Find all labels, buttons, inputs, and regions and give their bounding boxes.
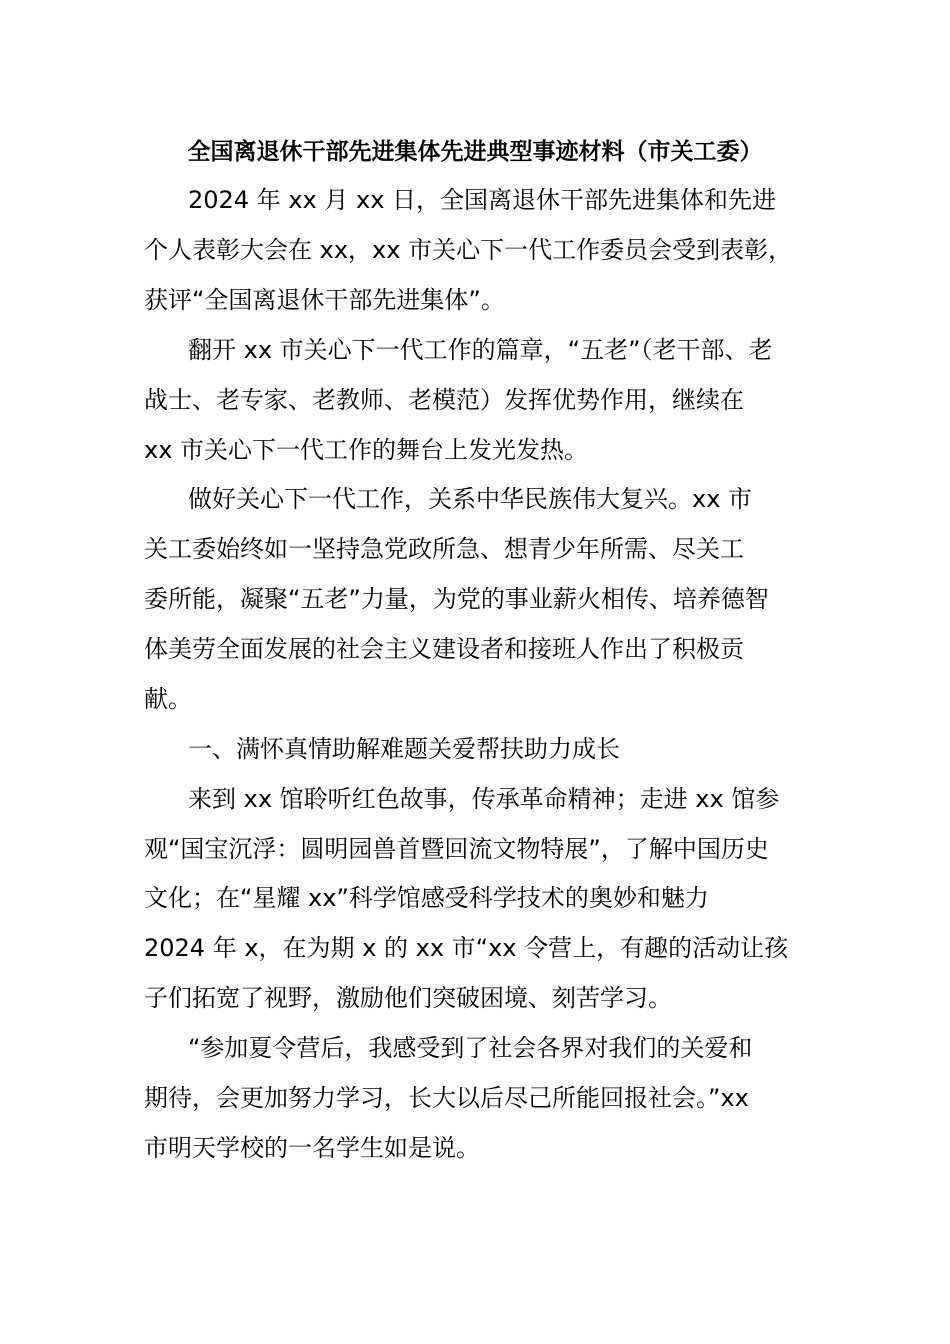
body-line-7: 做好关心下一代工作，关系中华民族伟大复兴。xx 市 — [188, 485, 753, 513]
body-line-17: “参加夏令营后，我感受到了社会各界对我们的关爱和 — [188, 1034, 753, 1062]
body-line-2: 个人表彰大会在 xx，xx 市关心下一代工作委员会受到表彰， — [144, 236, 793, 264]
body-line-13: 观“国宝沉浮：圆明园兽首暨回流文物特展”，了解中国历史 — [144, 835, 769, 863]
body-line-4: 翻开 xx 市关心下一代工作的篇章，“五老”（老干部、老 — [188, 336, 773, 364]
body-line-5: 战士、老专家、老教师、老模范）发挥优势作用，继续在 — [144, 386, 744, 414]
body-line-15: 2024 年 x，在为期 x 的 xx 市“xx 令营上，有趣的活动让孩 — [144, 934, 789, 962]
body-line-11: 献。 — [144, 685, 192, 713]
body-line-19: 市明天学校的一名学生如是说。 — [144, 1134, 480, 1162]
section-heading-1: 一、满怀真情助解难题关爱帮扶助力成长 — [188, 735, 620, 763]
body-line-9: 委所能，凝聚“五老”力量，为党的事业薪火相传、培养德智 — [144, 585, 769, 613]
body-line-10: 体美劳全面发展的社会主义建设者和接班人作出了积极贡 — [144, 635, 744, 663]
body-line-8: 关工委始终如一坚持急党政所急、想青少年所需、尽关工 — [144, 535, 744, 563]
body-line-3: 获评“全国离退休干部先进集体”。 — [144, 286, 505, 314]
document-title: 全国离退休干部先进集体先进典型事迹材料（市关工委） — [187, 139, 763, 165]
body-line-12: 来到 xx 馆聆听红色故事，传承革命精神；走进 xx 馆参 — [188, 785, 780, 813]
body-line-14: 文化；在“星耀 xx”科学馆感受科学技术的奥妙和魅力 — [144, 884, 709, 912]
body-line-6: xx 市关心下一代工作的舞台上发光发热。 — [144, 436, 589, 464]
body-line-18: 期待，会更加努力学习，长大以后尽己所能回报社会。”xx — [144, 1084, 749, 1112]
body-line-16: 子们拓宽了视野，激励他们突破困境、刻苦学习。 — [144, 984, 672, 1012]
body-line-1: 2024 年 xx 月 xx 日，全国离退休干部先进集体和先进 — [188, 186, 777, 214]
